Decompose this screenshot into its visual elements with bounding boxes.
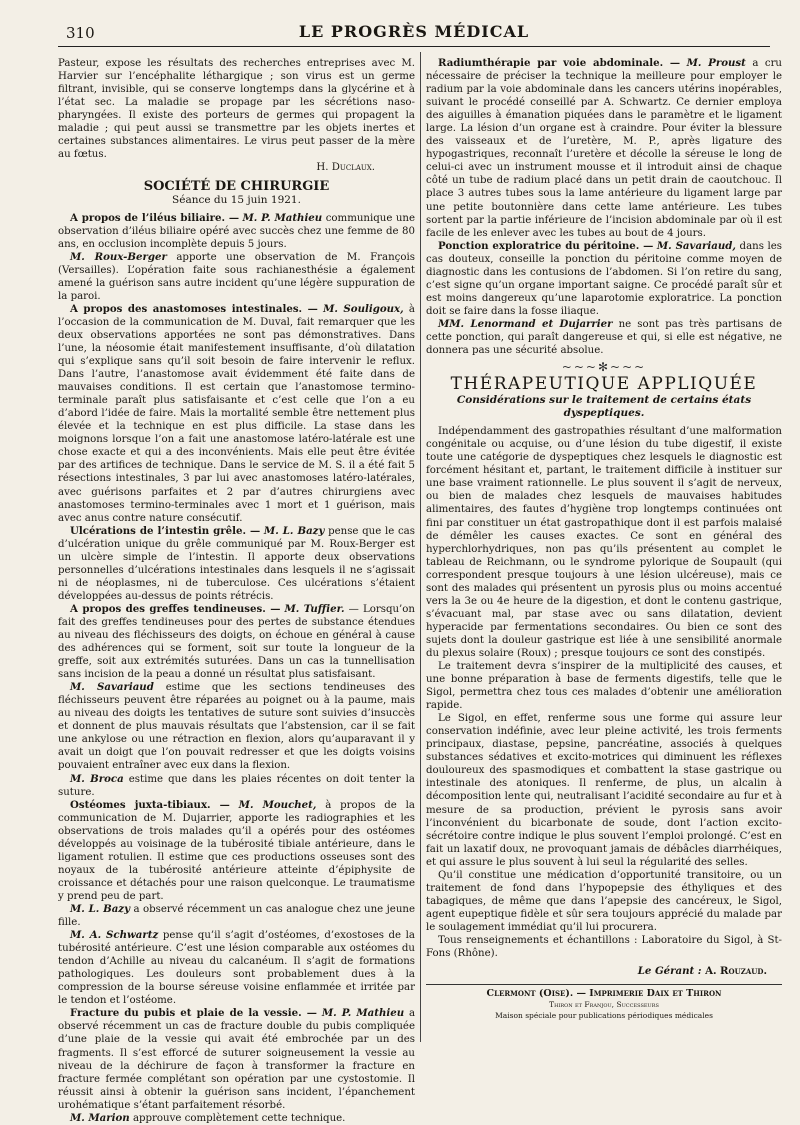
paragraph-text: estime que dans les plaies récentes on doit tenter la suture. <box>58 773 415 798</box>
paragraph <box>58 525 415 603</box>
paragraph-text: à l’occasion de la communication de M. Duval, fait remarquer que les deux observations apportées ne sont pas démonstratives. Dans l’une, la néosomie était manifestement insuffisante, d’où dilatation qui s’explique sans qu’il soit besoin de faire intervenir le reflux. Dans l’autre, l’anastomose avait évidemment été faite dans de mauvaises conditions. Il est certain que l’anastomose termino-terminale paraît plus satisfaisante et c’est celle que l’on a eu d’abord l’idée de faire. Mais la mortalité semble être nettement plus élevée et la technique en est plus difficile. La stase dans les moignons lorsque l’on a fait une anastomose latéro-latérale est une chose exacte et qui a des inconvénients. Mais elle peut être évitée par des artifices de technique. Dans le service de M. S. il a été fait 5 résections intestinales, 3 par lui avec anastomoses latéro-latérales, avec guérisons parfaites et 2 par d’autres chirurgiens avec anastomoses termino-terminales avec 1 mort et 1 guérison, mais avec anus contre nature consécutif. <box>58 303 415 524</box>
speaker-name: M. Marion <box>70 1111 130 1124</box>
speaker-name: M. Tuffier. <box>284 602 345 615</box>
paragraph-text: a cru nécessaire de préciser la technique la meilleure pour employer le radium par la voie abdominale dans les cancers utérins inopérables, suivant le procédé conseillé par A. Schwartz. Ce dernier employa des aiguilles à émanation piquées dans le paramètre et le ligament large. La lésion d’un organe est à craindre. Pour éviter la blessure des vaisseaux et de l’uretère, M. P., après ligature des hypogastriques, reconnaît l’uretère et décolle la séreuse le long de celui-ci avec un instrument mousse et il introduit ainsi de chaque côté un tube de radium placé dans un petit drain de caoutchouc. Il place 3 autres tubes sous la lame antérieure du ligament large par une petite boutonnière dans cette lame antérieure. Les tubes sortent par la partie inférieure de l’incision abdominale par où il est facile de les enlever avec les tubes au bout de 4 jours. <box>426 58 782 239</box>
column-divider <box>420 52 421 1042</box>
therapy-paragraph: Le Sigol, en effet, renferme sous une forme qui assure leur conservation indéfinie, avec leur pleine activité, les trois ferments principaux, diastase, pepsine, pancréatine, associés à quelques substances sédatives et excito-motrices qui diminuent les réflexes douloureux des spasmodiques et combattent la stase gastrique ou intestinale des atoniques. Il renferme, de plus, un alcalin à décomposition lente qui, neutralisant l’acidité secondaire au fur et à mesure de sa production, prévient le pyrosis sans avoir l’inconvénient du bicarbonate de soude, dont l’action excito-sécrétoire contre indique le plus souvent l’emploi prolongé. C’est en fait un laxatif doux, ne provoquant jamais de débâcles diarrhéiques, et qui assure le plus souvent à lui seul la régularité des selles. <box>426 713 782 868</box>
speaker-name: M. Broca <box>70 772 124 785</box>
paragraph-text: a observé récemment un cas analogue chez une jeune fille. <box>58 904 415 929</box>
paragraph-text: estime que les sections tendineuses des fléchisseurs peuvent être réparées au poignet ou à la paume, mais au niveau des doigts les tentatives de suture sont suivies d’insuccès et donnent de plus mauvais résultats que l’abstension, car il se fait une ankylose ou une rétraction en flexion, alors qu’auparavant il y avait un doigt que l’on pouvait redresser et que les doigts voisins pouvaient entraîner avec eux dans la flexion. <box>58 682 416 772</box>
paragraph-text: a observé récemment un cas de fracture double du pubis compliquée d’une plaie de la vessie qui avait été embrochée par un des fragments. Il s’est efforcé de suturer soigneusement la vessie au niveau de la déchirure de façon à transformer la fracture en fracture fermée complétant son opération par une cystostomie. Il réussit ainsi à obtenir la guérison sans incident, l’épanchement urohématique s’étant parfaitement résorbé. <box>58 1008 416 1111</box>
speaker-name: M. Savariaud <box>70 681 154 694</box>
paragraph-heading: A propos de l’iléus biliaire. — <box>70 211 240 224</box>
imprint <box>426 988 782 1021</box>
paragraph-text: apporte une observation de M. François (Versailles). L’opération faite sous rachianesthésie a également amené la guérison sans autre incident qu’une légère suppuration de la paroi. <box>58 251 415 302</box>
header-rule <box>58 46 770 47</box>
therapy-paragraphs <box>426 425 782 960</box>
speaker-name: M. L. Bazy <box>263 524 325 537</box>
paragraph <box>426 57 782 240</box>
paragraph <box>426 240 782 318</box>
speaker-name: M. A. Schwartz <box>70 929 159 942</box>
paragraph <box>58 603 415 681</box>
speaker-name: M. Roux-Berger <box>70 250 167 263</box>
journal-title: LE PROGRÈS MÉDICAL <box>298 22 530 41</box>
right-column <box>426 57 782 1021</box>
paragraph <box>58 1007 415 1111</box>
paragraph-text: pense que le cas d’ulcération unique du grêle communiqué par M. Roux-Berger est un ulcère simple de l’intestin. Il apporte deux observations personnelles d’ulcérations intestinales dans lesquels il ne s’agissait ni de néoplasmes, ni de tuberculose. Ces ulcérations s’étaient développées au-dessus de points rétrécis. <box>58 525 415 602</box>
paragraph <box>58 903 415 929</box>
speaker-name: MM. Lenormand et Dujarrier <box>438 317 613 330</box>
paragraph-heading: Ponction exploratrice du péritoine. — <box>438 239 654 252</box>
paragraph-text: ne sont pas très partisans de cette ponction, qui paraît dangereuse et qui, si elle est négative, ne donnera pas une sécurité absolue. <box>426 318 782 357</box>
paragraph <box>58 212 415 251</box>
left-paragraphs <box>58 212 415 1125</box>
therapy-paragraph: Indépendamment des gastropathies résultant d’une malformation congénitale ou acquise, ou d’une lésion du tube digestif, il existe toute une catégorie de dyspeptiques chez lesquels le diagnostic est forcément hésitant et, partant, le traitement difficile à instituer sur une base vraiment rationnelle. Le plus souvent il s’agit de nerveux, ou bien de malades chez lesquels de mauvaises habitudes alimentaires, des fautes d’hygiène trop longtemps continuées ont fini par constituer un état gastropathique dont il est parfois malaisé de démêler les causes exactes. Ce sont en général des hyperchlorhydriques, non pas qu’ils présentent au complet le tableau de Reichmann, ou le syndrome pylorique de Soupault (qui correspondent presque toujours à une lésion ulcéreuse), mais ce sont des malades qui présentent un pyrosis plus ou moins accentué vers la 3e ou 4e heure de la digestion, et dont le contenu gastrique, s’évacuant mal, par stase avec ou sans dilatation, devient hyperacide par fermentations secondaires. Ou bien ce sont des sujets dont la douleur gastrique est liée à une sensibilité anormale du plexus solaire (Roux) ; presque toujours ce sont des constipés. <box>426 426 782 659</box>
paragraph-heading: A propos des greffes tendineuses. — <box>70 602 281 615</box>
paragraph <box>58 773 415 799</box>
therapy-paragraph: Tous renseignements et échantillons : Laboratoire du Sigol, à St-Fons (Rhône). <box>426 935 782 960</box>
therapy-paragraph: Le traitement devra s’inspirer de la multiplicité des causes, et une bonne préparation à base de ferments digestifs, telle que le Sigol, permettra chez tous ces malades d’obtenir une amélioration rapide. <box>426 661 782 712</box>
imprint-specialty: Maison spéciale pour publications périodiques médicales <box>495 1011 713 1021</box>
gerant-label: Le Gérant : <box>637 965 702 978</box>
paragraph-text: approuve complètement cette technique. <box>132 1112 346 1124</box>
paragraph <box>58 929 415 1007</box>
paragraph-heading: Fracture du pubis et plaie de la vessie. — <box>70 1007 317 1020</box>
paragraph <box>426 318 782 357</box>
speaker-name: M. L. Bazy <box>70 903 131 915</box>
paragraph <box>58 251 415 303</box>
speaker-name: M. Souligoux, <box>323 302 404 315</box>
paragraph-text: communique une observation d’iléus biliaire opéré avec succès chez une femme de 80 ans, en occlusion incomplète depuis 5 jours. <box>58 212 415 250</box>
imprint-printer: Clermont (Oise). — Imprimerie Daix et Thiron <box>486 988 722 1000</box>
section-title: SOCIÉTÉ DE CHIRURGIE <box>143 179 330 195</box>
paragraph <box>58 799 415 903</box>
page-header <box>58 8 770 48</box>
intro-paragraph: Pasteur, expose les résultats des recherches entreprises avec M. Harvier sur l’encéphalite léthargique ; son virus est un germe filtrant, invisible, qui se conserve longtemps dans la glycérine et à l’état sec. La maladie se propage par les sécrétions naso-pharyngées. Il existe des porteurs de germes qui propagent la maladie ; qui peut aussi se transmettre par les objets inertes et certaines substances alimentaires. Le virus peut passer de la mère au fœtus. <box>58 58 415 161</box>
therapy-paragraph: Qu’il constitue une médication d’opportunité transitoire, ou un traitement de fond dans l’hypopepsie des éthyliques et des tabagiques, de même que dans l’apepsie des cancéreux, le Sigol, agent eupeptique fidèle et sûr sera toujours apprécié du malade par le soulagement immédiat qu’il lui procurera. <box>426 869 782 933</box>
speaker-name: M. Proust <box>686 57 746 69</box>
speaker-name: M. Savariaud, <box>656 239 736 252</box>
intro-signature: H. Duclaux. <box>316 162 375 174</box>
right-paragraphs <box>426 57 782 357</box>
paragraph-text: — Lorsqu’on fait des greffes tendineuses pour des pertes de substance étendues au niveau des fléchisseurs des doigts, on échoue en général à cause des adhérences qui se forment, soit sur toute la longueur de la greffe, soit aux extrémités suturées. Dans un cas la tunnellisation sans incision de la peau a donné un résultat plus satisfaisant. <box>58 603 415 681</box>
paragraph-heading: Ostéomes juxta-tibiaux. — <box>70 798 230 811</box>
imprint-successors: Thiron et Franjou, Successeurs <box>549 1000 659 1010</box>
paragraph-heading: Ulcérations de l’intestin grêle. — <box>70 524 261 537</box>
speaker-name: M. P. Mathieu <box>321 1007 405 1020</box>
therapy-subtitle: Considérations sur le traitement de certains états dyspeptiques. <box>456 394 752 420</box>
paragraph-text: à propos de la communication de M. Dujarrier, apporte les radiographies et les observations de trois malades qu’il a opérés pour des ostéomes développés au voisinage de la tubérosité tibiale antérieure, dans le ligament rotulien. Il estime que ces productions osseuses sont des noyaux de la tubérosité antérieure atteinte d’épiphysite de croissance et détachés pour une raison quelconque. Le traumatisme y prend peu de part. <box>58 799 415 902</box>
page-number: 310 <box>66 24 95 42</box>
paragraph-text: pense qu’il s’agit d’ostéomes, d’exostoses de la tubérosité antérieure. C’est une lésion comparable aux ostéomes du tendon d’Achille au niveau du calcanéum. Il s’agit de formations pathologiques. Les douleurs sont probablement dues à la compression de la bourse séreuse voisine enflammée et irritée par le tendon et l’ostéome. <box>58 930 415 1007</box>
imprint-rule <box>426 984 782 985</box>
paragraph <box>58 1112 415 1125</box>
section-date: Séance du 15 juin 1921. <box>172 194 301 207</box>
ornament-divider: ~~~✻~~~ <box>561 360 647 375</box>
left-column <box>58 57 415 1125</box>
paragraph <box>58 681 415 772</box>
gerant-line <box>426 965 782 978</box>
paragraph-heading: A propos des anastomoses intestinales. — <box>70 302 318 315</box>
paragraph-heading: Radiumthérapie par voie abdominale. — <box>438 57 681 69</box>
paragraph <box>58 303 415 525</box>
paragraph-text: dans les cas douteux, conseille la ponction du péritoine comme moyen de diagnostic dans les contusions de l’abdomen. Si l’on retire du sang, c’est signe qu’un organe important saigne. Ce procédé paraît sûr et est moins dangereux qu’une laparotomie exploratrice. La ponction doit se faire dans la fosse iliaque. <box>426 240 783 317</box>
speaker-name: M. P. Mathieu <box>242 211 323 224</box>
gerant-name: A. Rouzaud. <box>705 965 767 978</box>
speaker-name: M. Mouchet, <box>238 798 317 811</box>
therapy-title: THÉRAPEUTIQUE APPLIQUÉE <box>450 374 758 395</box>
